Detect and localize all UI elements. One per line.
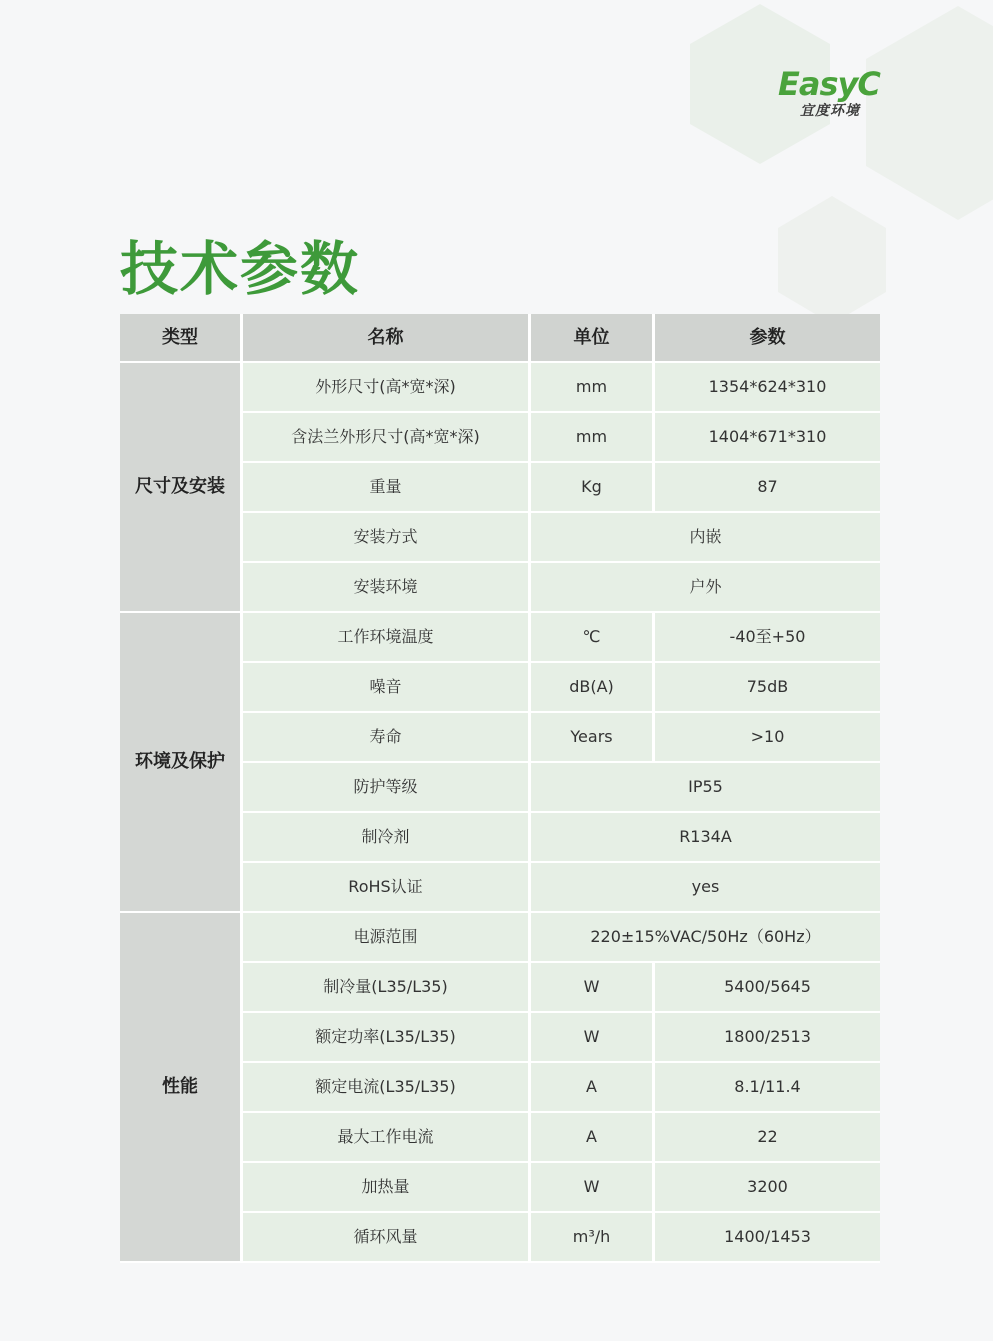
logo-wordmark: EasyC [778, 65, 880, 103]
param-name: 循环风量 [243, 1213, 531, 1263]
table-row [120, 613, 880, 663]
header-name: 名称 [243, 314, 531, 363]
param-name: 外形尺寸(高*宽*深) [243, 363, 531, 413]
param-unit: A [531, 1113, 655, 1163]
param-unit: A [531, 1063, 655, 1113]
param-unit: mm [531, 363, 655, 413]
param-unit: Years [531, 713, 655, 763]
param-unit: Kg [531, 463, 655, 513]
param-unit: mm [531, 413, 655, 463]
hexagon-shape [778, 196, 886, 324]
param-unit: W [531, 963, 655, 1013]
param-value: -40至+50 [655, 613, 880, 663]
param-name: 安装环境 [243, 563, 531, 613]
param-merged-value: 户外 [531, 563, 880, 613]
param-merged-value: yes [531, 863, 880, 913]
page-title: 技术参数 [120, 235, 361, 303]
param-unit: dB(A) [531, 663, 655, 713]
param-value: 75dB [655, 663, 880, 713]
param-value: 5400/5645 [655, 963, 880, 1013]
param-name: 额定功率(L35/L35) [243, 1013, 531, 1063]
param-name: 重量 [243, 463, 531, 513]
param-merged-value: R134A [531, 813, 880, 863]
param-value: 1354*624*310 [655, 363, 880, 413]
category-cell: 尺寸及安装 [120, 363, 243, 613]
param-unit: ℃ [531, 613, 655, 663]
param-name: 安装方式 [243, 513, 531, 563]
param-name: RoHS认证 [243, 863, 531, 913]
param-unit: W [531, 1013, 655, 1063]
param-value: >10 [655, 713, 880, 763]
param-name: 寿命 [243, 713, 531, 763]
table-row [120, 363, 880, 413]
header-type: 类型 [120, 314, 243, 363]
category-cell: 环境及保护 [120, 613, 243, 913]
param-value: 1800/2513 [655, 1013, 880, 1063]
param-merged-value: IP55 [531, 763, 880, 813]
param-name: 防护等级 [243, 763, 531, 813]
logo-subtitle: 宜度环境 [800, 103, 860, 119]
param-merged-value: 内嵌 [531, 513, 880, 563]
param-name: 额定电流(L35/L35) [243, 1063, 531, 1113]
param-value: 87 [655, 463, 880, 513]
param-value: 22 [655, 1113, 880, 1163]
param-unit: W [531, 1163, 655, 1213]
header-value: 参数 [655, 314, 880, 363]
param-name: 加热量 [243, 1163, 531, 1213]
param-value: 1400/1453 [655, 1213, 880, 1263]
param-value: 8.1/11.4 [655, 1063, 880, 1113]
spec-table [120, 314, 880, 1263]
param-value: 3200 [655, 1163, 880, 1213]
brand-logo [776, 66, 906, 126]
category-cell: 性能 [120, 913, 243, 1263]
param-name: 电源范围 [243, 913, 531, 963]
param-name: 制冷剂 [243, 813, 531, 863]
param-unit: m³/h [531, 1213, 655, 1263]
param-name: 工作环境温度 [243, 613, 531, 663]
param-name: 噪音 [243, 663, 531, 713]
param-merged-value: 220±15%VAC/50Hz（60Hz） [531, 913, 880, 963]
param-name: 含法兰外形尺寸(高*宽*深) [243, 413, 531, 463]
header-unit: 单位 [531, 314, 655, 363]
table-row [120, 913, 880, 963]
table-header-row [120, 314, 880, 363]
param-name: 制冷量(L35/L35) [243, 963, 531, 1013]
param-name: 最大工作电流 [243, 1113, 531, 1163]
param-value: 1404*671*310 [655, 413, 880, 463]
